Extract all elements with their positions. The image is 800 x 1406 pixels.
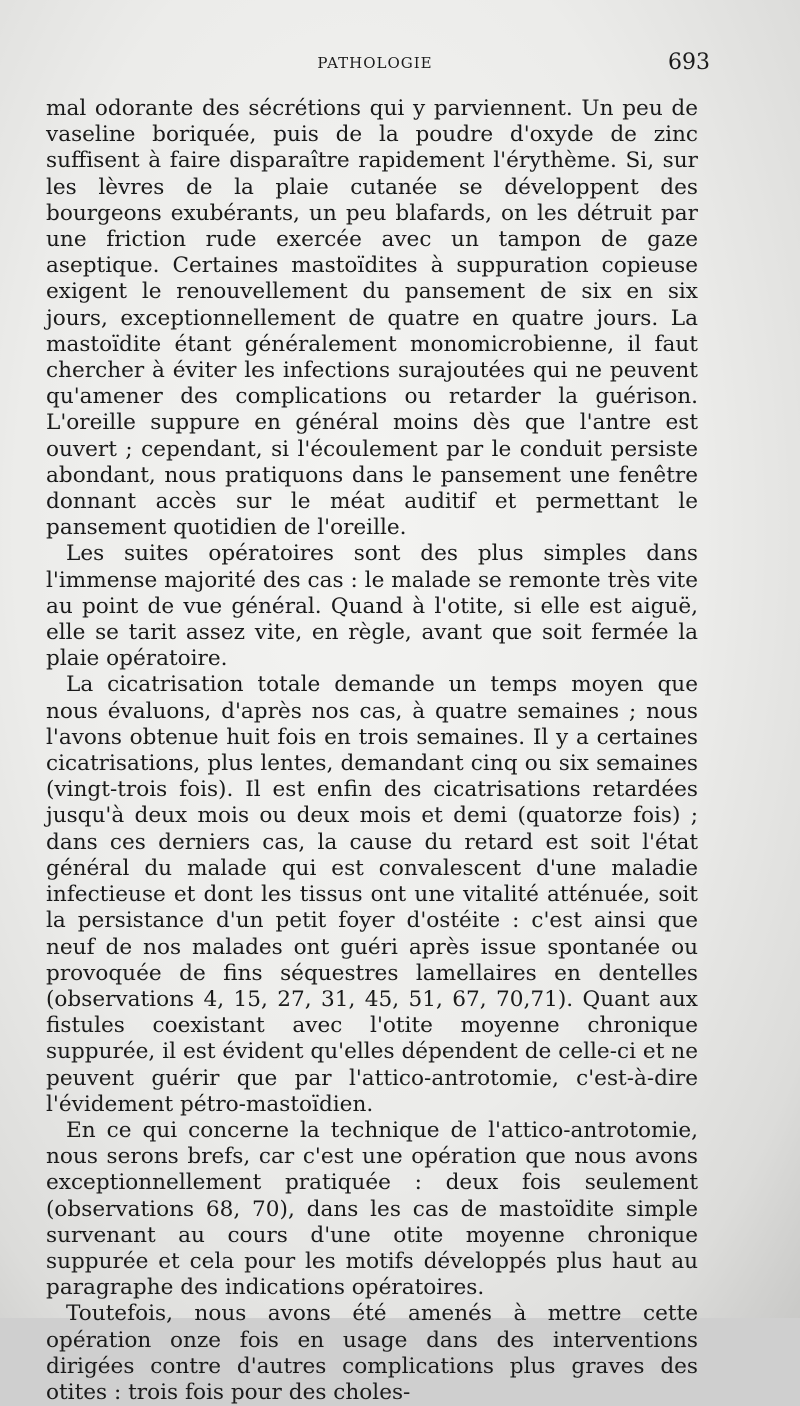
page-number: 693	[668, 50, 710, 75]
paragraph: Les suites opératoires sont des plus simples dans l'immense majorité des cas : le malade se remonte très vite au point de vue général. Quand à l'otite, si elle est aiguë, elle se tarit assez vite, en règle, avant que soit fermée la plaie opératoire.	[46, 541, 698, 672]
paragraph: Toutefois, nous avons été amenés à mettre cette opération onze fois en usage dans des interventions dirigées contre d'autres complications plus graves des otites : trois fois pour des choles-	[46, 1301, 698, 1405]
body-text	[46, 96, 698, 1406]
paragraph: mal odorante des sécrétions qui y parviennent. Un peu de vaseline boriquée, puis de la poudre d'oxyde de zinc suffisent à faire disparaître rapidement l'érythème. Si, sur les lèvres de la plaie cutanée se développent des bourgeons exubérants, un peu blafards, on les détruit par une friction rude exercée avec un tampon de gaze aseptique. Certaines mastoïdites à suppuration copieuse exigent le renouvellement du pansement de six en six jours, exceptionnellement de quatre en quatre jours. La mastoïdite étant généralement monomicrobienne, il faut chercher à éviter les infections surajoutées qui ne peuvent qu'amener des complications ou retarder la guérison. L'oreille suppure en général moins dès que l'antre est ouvert ; cependant, si l'écoulement par le conduit persiste abondant, nous pratiquons dans le pansement une fenêtre donnant accès sur le méat auditif et permettant le pansement quotidien de l'oreille.	[46, 96, 698, 541]
paragraph: La cicatrisation totale demande un temps moyen que nous évaluons, d'après nos cas, à quatre semaines ; nous l'avons obtenue huit fois en trois semaines. Il y a certaines cicatrisations, plus lentes, demandant cinq ou six semaines (vingt-trois fois). Il est enfin des cicatrisations retardées jusqu'à deux mois ou deux mois et demi (quatorze fois) ; dans ces derniers cas, la cause du retard est soit l'état général du malade qui est convalescent d'une maladie infectieuse et dont les tissus ont une vitalité atténuée, soit la persistance d'un petit foyer d'ostéite : c'est ainsi que neuf de nos malades ont guéri après issue spontanée ou provoquée de fins séquestres lamellaires en dentelles (observations 4, 15, 27, 31, 45, 51, 67, 70,71). Quant aux fistules coexistant avec l'otite moyenne chronique suppurée, il est évident qu'elles dépendent de celle-ci et ne peuvent guérir que par l'attico-antrotomie, c'est-à-dire l'évidement pétro-mastoïdien.	[46, 672, 698, 1117]
paragraph: En ce qui concerne la technique de l'attico-antrotomie, nous serons brefs, car c'est une opération que nous avons exceptionnellement pratiquée : deux fois seulement (observations 68, 70), dans les cas de mastoïdite simple survenant au cours d'une otite moyenne chronique suppurée et cela pour les motifs développés plus haut au paragraphe des indications opératoires.	[46, 1117, 698, 1301]
page-header	[40, 50, 710, 80]
running-head: PATHOLOGIE	[317, 54, 433, 72]
